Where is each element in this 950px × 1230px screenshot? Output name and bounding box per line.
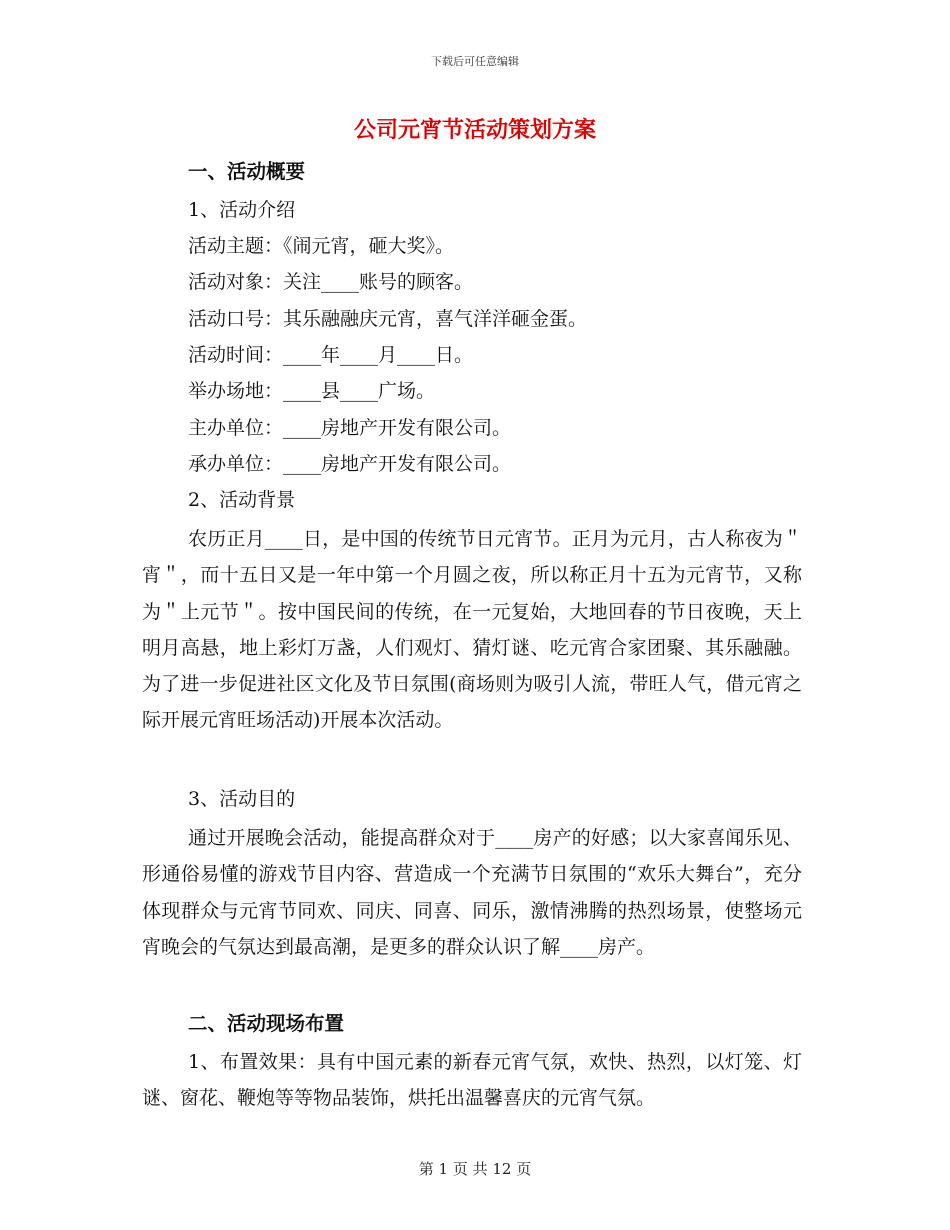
intro-line-venue: 举办场地：____县____广场。 [188, 380, 436, 402]
page-header-note: 下载后可任意编辑 [431, 55, 519, 68]
subheading-intro: 1、活动介绍 [188, 199, 296, 221]
intro-line-organizer: 主办单位：____房地产开发有限公司。 [188, 417, 512, 439]
intro-line-audience: 活动对象：关注____账号的顾客。 [188, 271, 474, 293]
intro-line-time: 活动时间：____年____月____日。 [188, 344, 474, 366]
background-paragraph: 农历正月____日，是中国的传统节日元宵节。正月为元月，古人称夜为＂宵＂，而十五日又是一年中第一个月圆之夜，所以称正月十五为元宵节，又称为＂上元节＂。按中国民间的传统，在一元复始，大地回春的节日夜晚，天上明月高悬，地上彩灯万盏，人们观灯、猜灯谜、吃元宵合家团聚、其乐融融。为了进一步促进社区文化及节日氛围(商场则为吸引人流，带旺人气，借元宵之际开展元宵旺场活动)开展本次活动。 [142, 528, 802, 732]
document-title: 公司元宵节活动策划方案 [353, 118, 596, 143]
section-heading-venue-setup: 二、活动现场布置 [188, 1012, 345, 1035]
venue-setup-paragraph: 1、布置效果：具有中国元素的新春元宵气氛，欢快、热烈，以灯笼、灯谜、窗花、鞭炮等等物品装饰，烘托出温馨喜庆的元宵气氛。 [142, 1051, 802, 1110]
subheading-purpose: 3、活动目的 [188, 788, 296, 810]
intro-line-slogan: 活动口号：其乐融融庆元宵，喜气洋洋砸金蛋。 [188, 308, 588, 330]
section-heading-overview: 一、活动概要 [188, 160, 306, 183]
subheading-background: 2、活动背景 [188, 489, 296, 511]
intro-line-undertaker: 承办单位：____房地产开发有限公司。 [188, 453, 512, 475]
page-footer-number: 第 1 页 共 12 页 [418, 1160, 532, 1178]
intro-line-theme: 活动主题：《闹元宵，砸大奖》。 [188, 235, 455, 257]
purpose-paragraph: 通过开展晚会活动，能提高群众对于____房产的好感；以大家喜闻乐见、形通俗易懂的游戏节目内容、营造成一个充满节日氛围的“欢乐大舞台”，充分体现群众与元宵节同欢、同庆、同喜、同乐，激情沸腾的热烈场景，使整场元宵晚会的气氛达到最高潮，是更多的群众认识了解____房产。 [142, 827, 802, 958]
